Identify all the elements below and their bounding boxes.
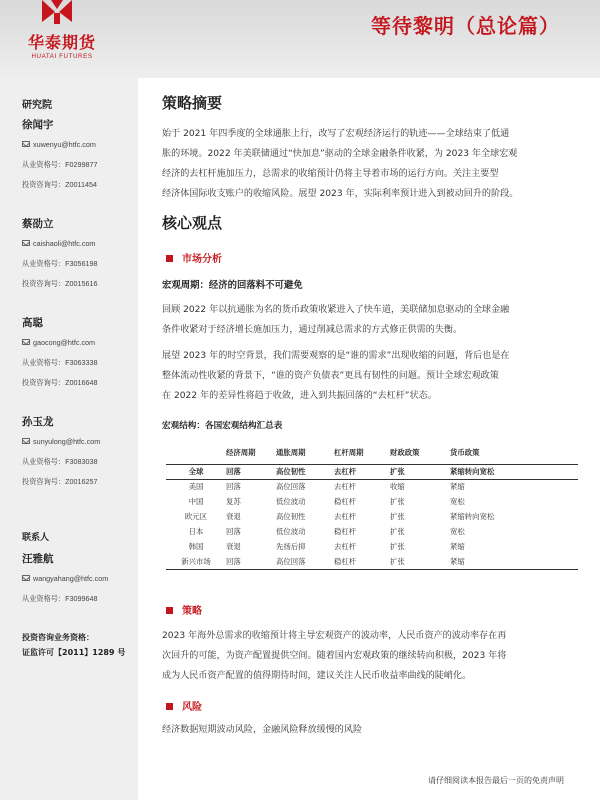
summary-title: 策略摘要: [162, 94, 223, 112]
table-header-cell: 经济周期: [226, 442, 276, 464]
contact-label: 联系人: [22, 533, 50, 543]
analyst-qualification: 从业资格号：F3063338: [22, 358, 98, 367]
analyst-name: 徐闻宇: [22, 119, 54, 131]
macro-cycle-subheading: 宏观周期：经济的回落料不可避免: [162, 280, 303, 291]
page-header: [0, 0, 600, 78]
analyst-email[interactable]: gaocong@htfc.com: [22, 338, 95, 347]
analyst-consult-number: 投资咨询号：Z0016648: [22, 378, 98, 387]
review-paragraph: 回顾 2022 年以抗通胀为名的货币政策收紧进入了快车道，美联储加息驱动的全球金融 条件收紧对于经济增长施加压力，通过削减总需求的方式修正供需的失衡。: [162, 305, 510, 335]
table-header-cell: 财政政策: [390, 442, 450, 464]
disclaimer-note: 请仔细阅读本报告最后一页的免责声明: [428, 776, 564, 785]
table-row: 中国 复苏 低位波动 稳杠杆 扩张 宽松: [188, 497, 465, 506]
analyst-qualification: 从业资格号：F0299877: [22, 160, 98, 169]
analyst-name: 蔡劭立: [22, 218, 54, 230]
mail-icon: [22, 339, 30, 345]
contact-email[interactable]: wangyahang@htfc.com: [22, 574, 108, 583]
mail-icon: [22, 438, 30, 444]
core-views-title: 核心观点: [162, 214, 223, 232]
table-header-row: [166, 442, 578, 464]
strategy-heading: 策略: [166, 602, 202, 617]
outlook-paragraph: 展望 2023 年的时空背景，我们需要观察的是“谁的需求”出现收缩的问题，背后也是在 整体流动性收紧的背景下，“谁的资产负债表”更具有韧性的问题。预计全球宏观政策 在 2022 年的差异性将趋于收敛，进入到共振回落的“去杠杆”状态。: [162, 351, 510, 401]
analyst-name: 高聪: [22, 317, 43, 329]
market-analysis-heading: 市场分析: [166, 250, 222, 265]
mail-icon: [22, 240, 30, 246]
license-number: 证监许可【2011】1289 号: [22, 648, 126, 657]
risk-heading: 风险: [166, 698, 202, 713]
summary-paragraph: 始于 2021 年四季度的全球通胀上行，改写了宏观经济运行的轨迹——全球结束了低通 胀的环境。2022 年美联储通过“快加息”驱动的全球金融条件收紧，为 2023 年全球宏观 经济的去杠杆施加压力，总需求的收缩预计仍将主导着市场的运行方向。关注主要型 经济体国际收支账户的收缩风险。展望 2023 年，实际利率预计进入到被动回升的阶段。: [162, 129, 519, 199]
mail-icon: [22, 575, 30, 581]
table-row: 韩国 衰退 先扬后抑 去杠杆 扩张 紧缩: [188, 542, 465, 551]
analyst-consult-number: 投资咨询号：Z0011454: [22, 180, 97, 189]
table-row: 全球 回落 高位韧性 去杠杆 扩张 紧缩转向宽松: [166, 464, 578, 479]
table-header-cell: 杠杆周期: [334, 442, 390, 464]
table-header-cell: 通胀周期: [276, 442, 334, 464]
analyst-email[interactable]: caishaoli@htfc.com: [22, 239, 95, 248]
huatai-logo-icon: [40, 0, 74, 24]
analyst-qualification: 从业资格号：F3083038: [22, 457, 98, 466]
table-header-cell: 货币政策: [450, 442, 578, 464]
analyst-consult-number: 投资咨询号：Z0015616: [22, 279, 98, 288]
license-label: 投资咨询业务资格：: [22, 633, 94, 642]
table-row: 美国 回落 高位回落 去杠杆 收缩 紧缩: [188, 482, 465, 492]
analyst-consult-number: 投资咨询号：Z0016257: [22, 477, 98, 486]
mail-icon: [22, 141, 30, 147]
analyst-email[interactable]: xuwenyu@htfc.com: [22, 140, 96, 149]
table-caption: 宏观结构：各国宏观结构汇总表: [162, 421, 283, 431]
analyst-email[interactable]: sunyulong@htfc.com: [22, 437, 100, 446]
institute-label: 研究院: [22, 100, 52, 111]
analyst-name: 孙玉龙: [22, 416, 54, 428]
contact-qualification: 从业资格号：F3099648: [22, 594, 98, 603]
table-row: 新兴市场 回落 高位回落 稳杠杆 扩张 紧缩: [166, 554, 578, 569]
red-square-icon: [166, 607, 173, 614]
strategy-paragraph: 2023 年海外总需求的收缩预计将主导宏观资产的波动率，人民币资产的波动率存在再 次回升的可能，为资产配置提供空间。随着国内宏观政策的继续转向积极，2023 年将 成为人民币资产配置的值得期待时间，建议关注人民币收益率曲线的陡峭化。: [162, 631, 507, 681]
table-row: 日本 回落 低位波动 稳杠杆 扩张 宽松: [188, 527, 465, 536]
report-title: 等待黎明（总论篇）: [371, 14, 560, 38]
analyst-qualification: 从业资格号：F3056198: [22, 259, 98, 268]
red-square-icon: [166, 703, 173, 710]
risk-text: 经济数据短期波动风险，金融风险释放缓慢的风险: [162, 725, 363, 735]
company-logo: [22, 0, 102, 75]
contact-name: 汪雅航: [22, 553, 54, 565]
macro-structure-table: [166, 442, 578, 570]
red-square-icon: [166, 255, 173, 262]
table-header-cell: [166, 442, 226, 464]
logo-chinese-name: 华泰期货: [27, 33, 96, 52]
table-row: 欧元区 衰退 高位韧性 去杠杆 扩张 紧缩转向宽松: [184, 512, 495, 521]
logo-english-name: HUATAI FUTURES: [31, 53, 93, 60]
